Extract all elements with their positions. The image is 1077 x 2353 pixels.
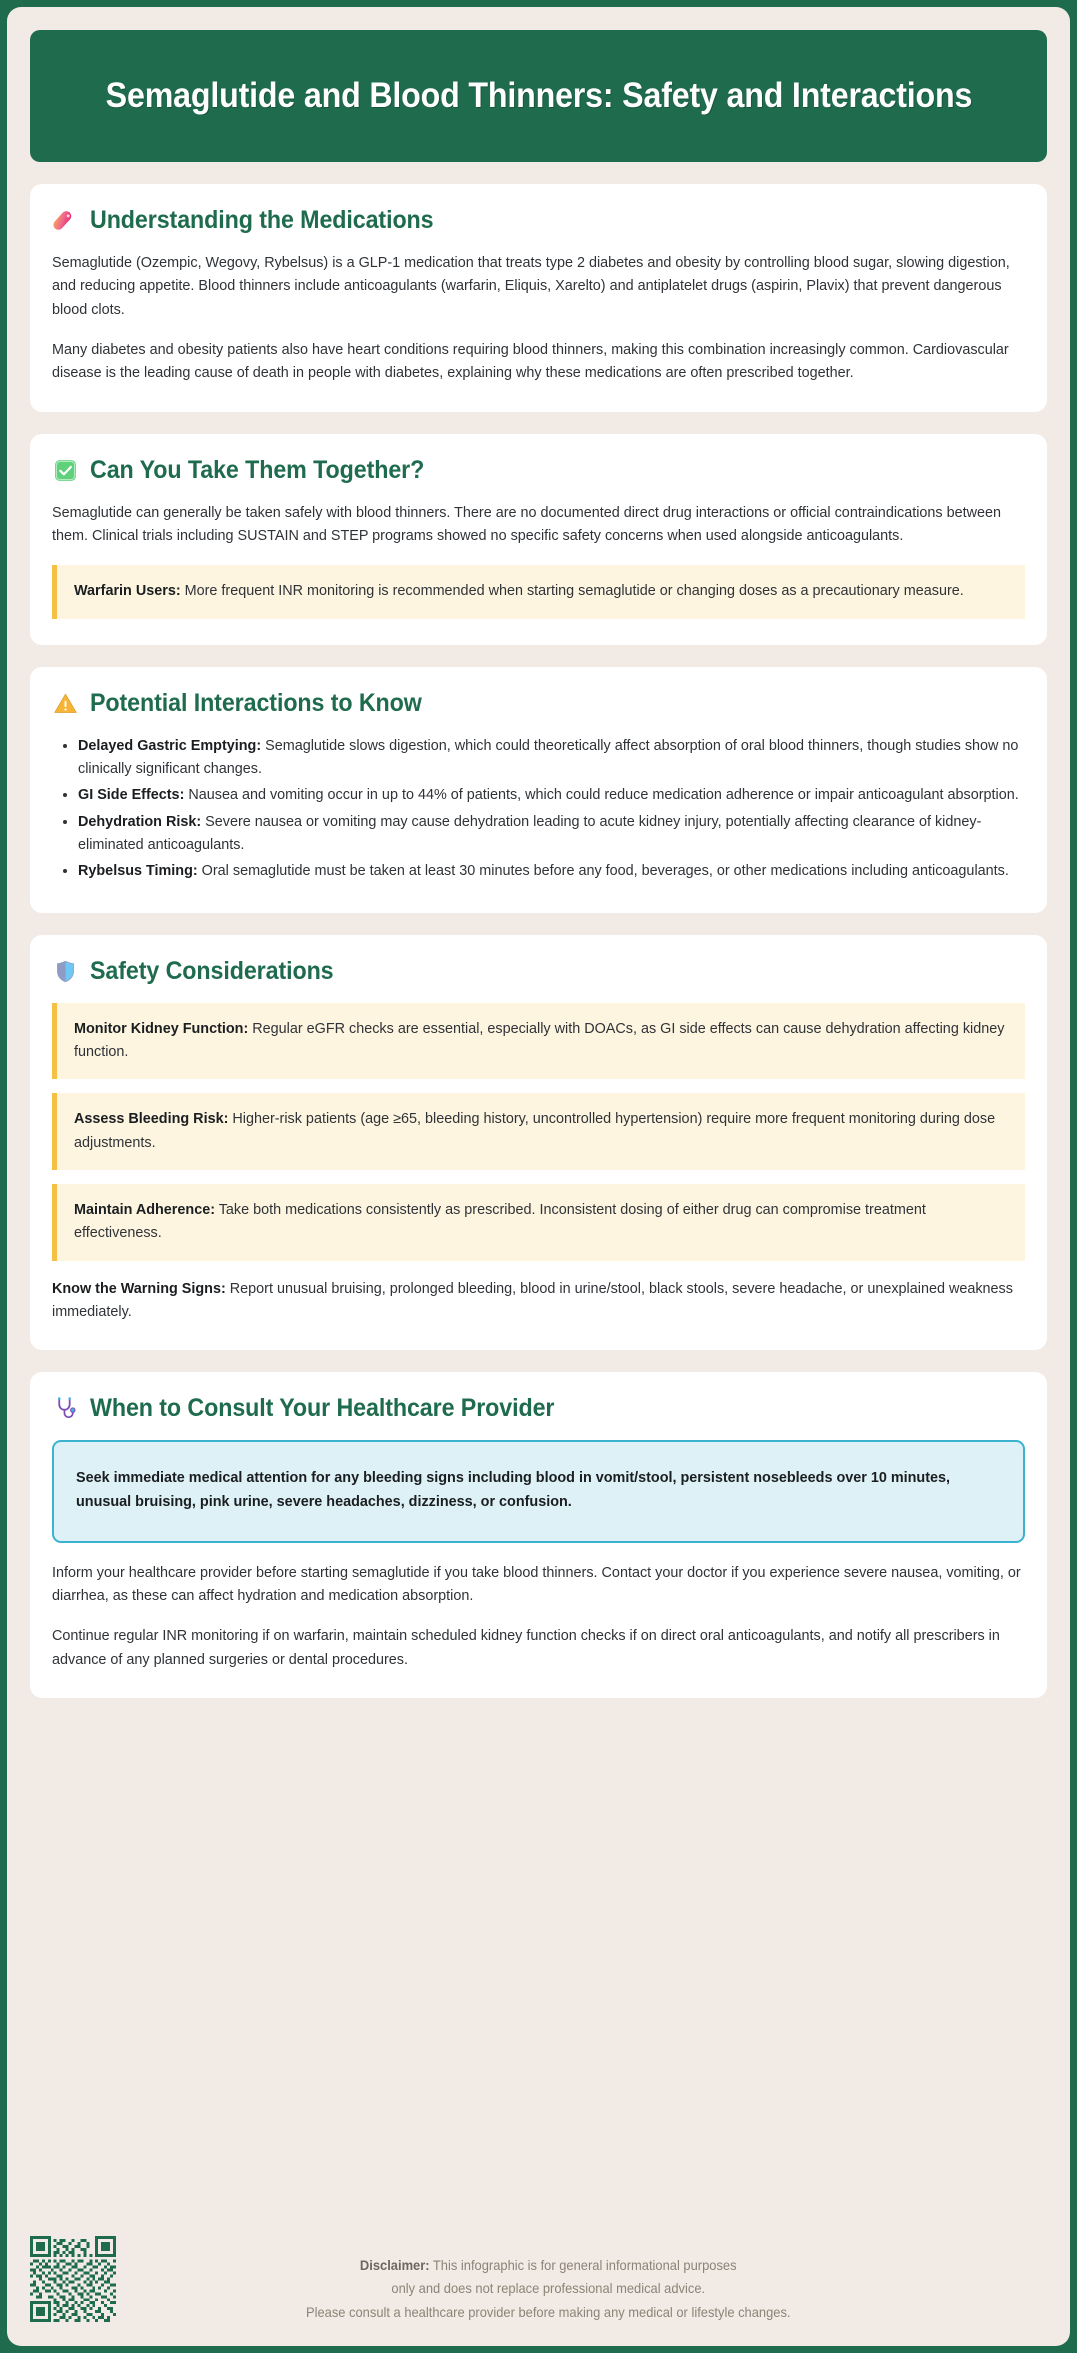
list-item xyxy=(78,735,1025,782)
header-banner xyxy=(30,30,1047,162)
section-understanding-medications xyxy=(30,184,1047,412)
list-item-lead: Dehydration Risk: xyxy=(78,813,202,830)
callout-monitor-kidney-function xyxy=(52,1003,1025,1080)
page-title: Semaglutide and Blood Thinners: Safety and Interactions xyxy=(105,76,972,115)
list-item-text: Nausea and vomiting occur in up to 44% of patients, which could reduce medication adherence or impair anticoagulant absorption. xyxy=(184,787,1019,804)
callout-text: More frequent INR monitoring is recommended when starting semaglutide or changing doses as a precautionary measure. xyxy=(180,583,964,600)
paragraph: Semaglutide (Ozempic, Wegovy, Rybelsus) is a GLP-1 medication that treats type 2 diabetes and obesity by controlling blood sugar, slowing digestion, and reducing appetite. Blood thinners include anticoagulants (warfarin, Eliquis, Xarelto) and antiplatelet drugs (aspirin, Plavix) that prevent dangerous blood clots. xyxy=(52,255,1010,318)
callout-lead: Assess Bleeding Risk: xyxy=(74,1111,229,1128)
paragraph-lead: Know the Warning Signs: xyxy=(52,1280,226,1297)
infographic-frame xyxy=(7,7,1070,2346)
section-when-to-consult xyxy=(30,1372,1047,1698)
list-item-text: Severe nausea or vomiting may cause dehydration leading to acute kidney injury, potentially affecting clearance of kidney-eliminated anticoagulants. xyxy=(78,813,982,853)
paragraph: Continue regular INR monitoring if on warfarin, maintain scheduled kidney function checks if on direct oral anticoagulants, and notify all prescribers in advance of any planned surgeries or dental procedures. xyxy=(52,1628,1000,1668)
callout-text: Higher-risk patients (age ≥65, bleeding history, uncontrolled hypertension) require more frequent monitoring during dose adjustments. xyxy=(74,1111,996,1151)
section-heading: Potential Interactions to Know xyxy=(90,688,422,717)
paragraph-warning-signs xyxy=(52,1278,1025,1325)
section-header xyxy=(52,957,1025,986)
section-heading: Can You Take Them Together? xyxy=(90,455,425,484)
list-item-lead: Delayed Gastric Emptying: xyxy=(78,737,262,754)
paragraph: Semaglutide can generally be taken safely with blood thinners. There are no documented direct drug interactions or official contraindications between them. Clinical trials including SUSTAIN and STEP programs showed no specific safety concerns when used alongside anticoagulants. xyxy=(52,504,1002,544)
disclaimer-line-3: Please consult a healthcare provider before making any medical or lifestyle changes. xyxy=(305,2304,791,2320)
disclaimer-line-1-text: This infographic is for general informational purposes xyxy=(429,2257,737,2273)
qr-code xyxy=(30,2236,116,2322)
alert-seek-immediate-attention: Seek immediate medical attention for any bleeding signs including blood in vomit/stool, persistent nosebleeds over 10 minutes, unusual bruising, pink urine, severe headaches, dizziness, or confusion. xyxy=(52,1440,1025,1542)
stethoscope-icon xyxy=(52,1395,79,1422)
disclaimer-line-2: only and does not replace professional medical advice. xyxy=(391,2281,706,2297)
section-header xyxy=(52,1394,1025,1423)
callout-lead: Maintain Adherence: xyxy=(74,1201,215,1218)
footer xyxy=(30,2220,1047,2346)
section-header xyxy=(52,206,1025,235)
callout-lead: Monitor Kidney Function: xyxy=(74,1020,249,1037)
section-heading: When to Consult Your Healthcare Provider xyxy=(90,1394,555,1423)
callout-text: Regular eGFR checks are essential, especially with DOACs, as GI side effects can cause dehydration affecting kidney function. xyxy=(74,1020,1005,1060)
paragraph: Many diabetes and obesity patients also have heart conditions requiring blood thinners, making this combination increasingly common. Cardiovascular disease is the leading cause of death in people with diabetes, explaining why these medications are often prescribed together. xyxy=(52,341,1009,382)
disclaimer-line-1 xyxy=(139,2254,957,2277)
section-potential-interactions xyxy=(30,667,1047,913)
section-header xyxy=(52,689,1025,718)
list-item xyxy=(78,860,1025,883)
section-safety-considerations xyxy=(30,935,1047,1351)
shield-icon xyxy=(52,958,79,985)
list-item-lead: Rybelsus Timing: xyxy=(78,863,198,880)
callout-lead: Warfarin Users: xyxy=(74,583,181,600)
callout-text: Take both medications consistently as prescribed. Inconsistent dosing of either drug can compromise treatment effectiveness. xyxy=(74,1201,926,1242)
section-heading: Understanding the Medications xyxy=(90,206,434,234)
paragraph-text: Report unusual bruising, prolonged bleeding, blood in urine/stool, black stools, severe headache, or unexplained weakness immediately. xyxy=(52,1280,1013,1320)
list-item-text: Semaglutide slows digestion, which could theoretically affect absorption of oral blood thinners, though studies show no clinically significant changes. xyxy=(78,737,1019,777)
list-item-lead: GI Side Effects: xyxy=(78,787,185,804)
list-item xyxy=(78,784,1025,807)
disclaimer-text xyxy=(139,2236,1023,2324)
callout-maintain-adherence xyxy=(52,1184,1025,1261)
warning-triangle-icon xyxy=(52,690,79,717)
section-heading: Safety Considerations xyxy=(90,956,334,985)
callout-assess-bleeding-risk xyxy=(52,1093,1025,1170)
check-square-icon xyxy=(52,457,79,484)
paragraph: Inform your healthcare provider before starting semaglutide if you take blood thinners. Contact your doctor if you experience severe nausea, vomiting, or diarrhea, as these can affect hydration and medication absorption. xyxy=(52,1564,1021,1604)
section-header xyxy=(52,456,1025,485)
callout-warfarin-users xyxy=(52,565,1025,618)
section-take-together xyxy=(30,434,1047,645)
disclaimer-lead: Disclaimer: xyxy=(359,2257,430,2273)
list-item xyxy=(78,811,1025,858)
pill-icon xyxy=(52,207,79,234)
list-item-text: Oral semaglutide must be taken at least 30 minutes before any food, beverages, or other medications including anticoagulants. xyxy=(197,863,1009,880)
interactions-list xyxy=(52,735,1025,884)
